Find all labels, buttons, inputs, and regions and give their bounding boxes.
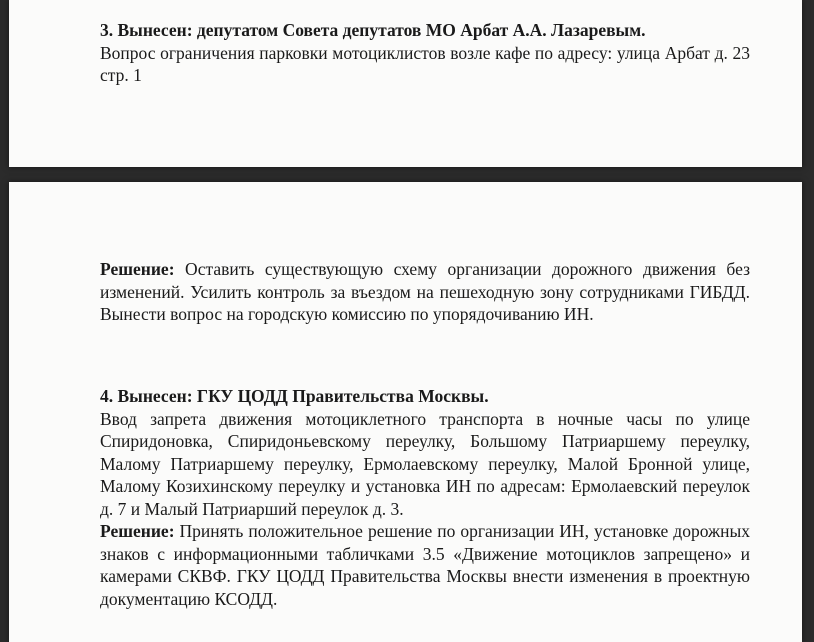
agenda-item-3-heading: 3. Вынесен: депутатом Совета депутатов МО Арбат А.А. Лазаревым. [100, 20, 646, 40]
agenda-item-4-text: Ввод запрета движения мотоциклетного транспорта в ночные часы по улице Спиридоновка, Спиридоньевскому переулку, Большому Патриаршему переулку, Малому Патриаршему переулку, Ермолаевскому переулку, Малой Бронной улице, Малому Козихинскому переулку и установка ИН по адресам: Ермолаевский переулок д. 7 и Малый Патриарший переулок д. 3. [100, 408, 750, 519]
document-page-1 [9, 0, 802, 167]
agenda-item-4 [100, 385, 750, 610]
agenda-item-3 [100, 19, 750, 87]
agenda-item-4-decision [100, 520, 750, 610]
agenda-item-4-heading: 4. Вынесен: ГКУ ЦОДД Правительства Москвы. [100, 386, 489, 406]
decision-text: Оставить существующую схему организации дорожного движения без изменений. Усилить контроль за въездом на пешеходную зону сотрудниками ГИБДД. Вынести вопрос на городскую комиссию по упорядочиванию ИН. [100, 259, 750, 324]
document-page-2 [9, 182, 802, 642]
decision-text: Принять положительное решение по организации ИН, установке дорожных знаков с информационными табличками 3.5 «Движение мотоциклов запрещено» и камерами СКВФ. ГКУ ЦОДД Правительства Москвы внести изменения в проектную документацию КСОДД. [100, 521, 750, 609]
agenda-item-3-text: Вопрос ограничения парковки мотоциклистов возле кафе по адресу: улица Арбат д. 23 стр. 1 [100, 42, 750, 85]
agenda-item-3-decision [100, 258, 750, 326]
decision-label: Решение: [100, 259, 175, 279]
decision-label: Решение: [100, 521, 175, 541]
